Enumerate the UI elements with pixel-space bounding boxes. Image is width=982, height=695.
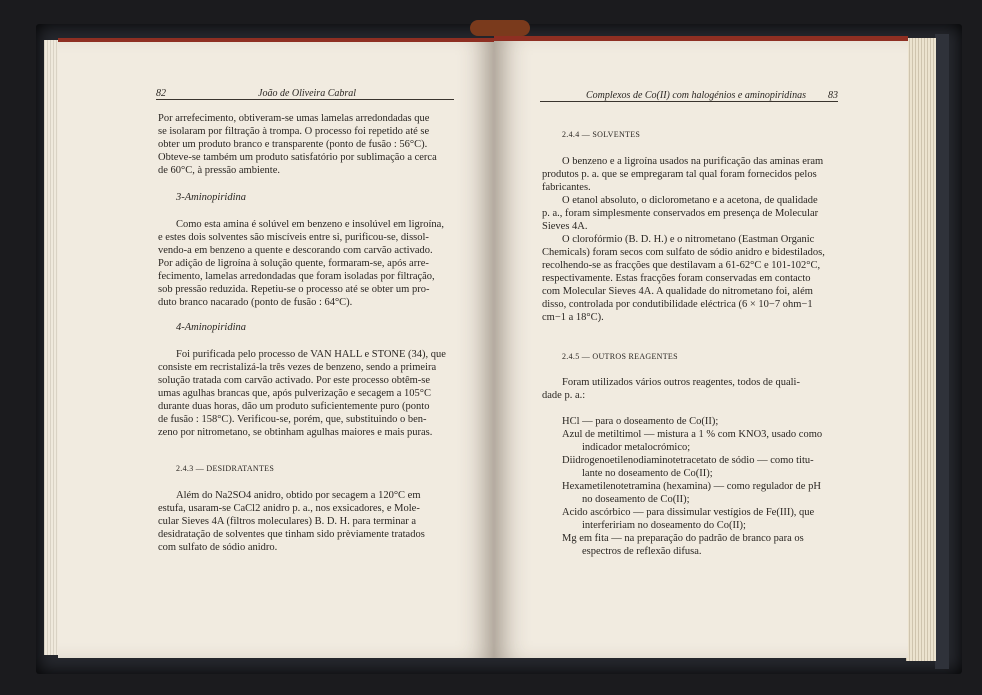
right-page <box>494 38 908 658</box>
text-line: Por arrefecimento, obtiveram-se umas lamelas arredondadas que <box>158 113 430 124</box>
right-header-rule <box>540 101 838 102</box>
text-line: Obteve-se também um produto satisfatório por sublimação a cerca <box>158 152 437 163</box>
text-line: zeno por nitrometano, se obtinham agulhas maiores e mais puras. <box>158 427 433 438</box>
text-line: Diidrogenoetilenodiaminotetracetato de sódio — como titu- <box>562 455 814 466</box>
text-line: O clorofórmio (B. D. H.) e o nitrometano (Eastman Organic <box>562 234 815 245</box>
text-line: cm−1 a 18°C). <box>542 312 604 323</box>
right-page-number: 83 <box>828 90 838 101</box>
section-heading: 2.4.5 — OUTROS REAGENTES <box>562 352 678 361</box>
text-line: se isolaram por filtração à trompa. O processo foi repetido até se <box>158 126 430 137</box>
left-page-top-edge <box>58 38 494 42</box>
text-line: consiste em recristalizá-la três vezes de benzeno, sendo a primeira <box>158 362 437 373</box>
left-page-stack <box>44 40 58 655</box>
subsection-heading: 4-Aminopiridina <box>176 322 246 333</box>
text-line: com sulfato de sódio anidro. <box>158 542 278 553</box>
text-line: duto branco nacarado (ponto de fusão : 64°C). <box>158 297 353 308</box>
text-line: Foram utilizados vários outros reagentes, todos de quali- <box>562 377 800 388</box>
text-line: umas agulhas brancas que, após pulverização e secagem a 105°C <box>158 388 432 399</box>
text-line: durante duas horas, dão um produto suficientemente puro (ponto <box>158 401 430 412</box>
text-line: O benzeno e a ligroína usados na purificação das aminas eram <box>562 156 824 167</box>
text-line: fabricantes. <box>542 182 591 193</box>
left-header-rule <box>156 99 454 100</box>
text-line: Acido ascórbico — para dissimular vestígios de Fe(III), que <box>562 507 815 518</box>
text-line: sob pressão reduzida. Repetiu-se o processo até se obter um pro- <box>158 284 430 295</box>
text-line: interfeririam no doseamento do Co(II); <box>582 520 746 531</box>
left-running-header: João de Oliveira Cabral <box>258 88 357 99</box>
left-page-number: 82 <box>156 88 166 99</box>
text-line: lante no doseamento de Co(II); <box>582 468 713 479</box>
text-line: O etanol absoluto, o diclorometano e a acetona, de qualidade <box>562 195 818 206</box>
text-line: estufa, usaram-se CaCl2 anidro p. a., nos exsicadores, e Mole- <box>158 503 420 514</box>
text-line: dade p. a.: <box>542 390 586 401</box>
text-line: obter um produto branco e transparente (ponto de fusão : 56°C). <box>158 139 428 150</box>
text-line: respectivamente. Estas fracções foram conservadas em contacto <box>542 273 811 284</box>
text-line: de fusão : 158°C). Verificou-se, porém, que, substituindo o ben- <box>158 414 427 425</box>
text-line: Hexametilenotetramina (hexamina) — como regulador de pH <box>562 481 821 492</box>
text-line: desidratação de solventes que tinham sido prèviamente tratados <box>158 529 425 540</box>
subsection-heading: 3-Aminopiridina <box>176 192 246 203</box>
text-line: e estes dois solventes são miscíveis entre si, purificou-se, dissol- <box>158 232 429 243</box>
text-line: cular Sieves 4A (filtros moleculares) B. D. H. para terminar a <box>158 516 417 527</box>
text-line: com Molecular Sieves 4A. A qualidade do nitrometano foi, além <box>542 286 813 297</box>
text-line: recolhendo-se as fracções que destilavam a 61-62°C e 101-102°C, <box>542 260 821 271</box>
text-line: produtos p. a. que se empregaram tal qual foram fornecidos pelos <box>542 169 817 180</box>
text-line: HCl — para o doseamento de Co(II); <box>562 416 719 427</box>
text-line: Por adição de ligroína à solução quente, formaram-se, após arre- <box>158 258 429 269</box>
right-page-top-edge <box>494 36 908 41</box>
left-page <box>58 38 494 658</box>
text-line: indicador metalocrómico; <box>582 442 691 453</box>
right-running-header: Complexos de Co(II) com halogénios e aminopiridinas <box>586 90 806 101</box>
section-heading: 2.4.3 — DESIDRATANTES <box>176 464 275 473</box>
text-line: p. a., foram simplesmente conservados em presença de Molecular <box>542 208 819 219</box>
right-page-stack <box>906 38 936 661</box>
text-line: vendo-a em benzeno a quente e descorando com carvão activado. <box>158 245 433 256</box>
text-line: no doseamento de Co(II); <box>582 494 690 505</box>
text-line: Chemicals) foram secos com sulfato de sódio anidro e bidestilados, <box>542 247 825 258</box>
text-line: fecimento, lamelas arredondadas que foram isoladas por filtração, <box>158 271 435 282</box>
text-line: Azul de metiltimol — mistura a 1 % com KNO3, usado como <box>562 429 823 440</box>
text-line: Sieves 4A. <box>542 221 588 232</box>
cover-edge <box>935 34 949 669</box>
book-headband <box>470 20 530 36</box>
text-line: disso, controlada por condutibilidade eléctrica (6 × 10−7 ohm−1 <box>542 299 813 310</box>
text-line: solução tratada com carvão activado. Por este processo obtêm-se <box>158 375 431 386</box>
text-line: Como esta amina é solúvel em benzeno e insolúvel em ligroína, <box>176 219 444 230</box>
text-line: espectros de reflexão difusa. <box>582 546 702 557</box>
text-line: Além do Na2SO4 anidro, obtido por secagem a 120°C em <box>176 490 421 501</box>
text-line: de 60°C, à pressão ambiente. <box>158 165 280 176</box>
section-heading: 2.4.4 — SOLVENTES <box>562 130 641 139</box>
text-line: Foi purificada pelo processo de VAN HALL e STONE (34), que <box>176 349 446 360</box>
text-line: Mg em fita — na preparação do padrão de branco para os <box>562 533 804 544</box>
